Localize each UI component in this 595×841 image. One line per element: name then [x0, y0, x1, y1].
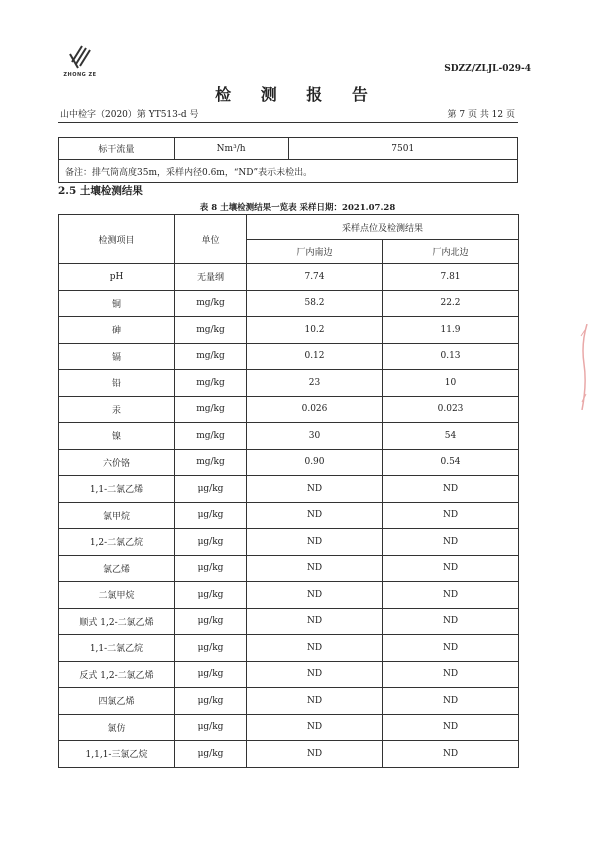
cell-north: 7.81 — [383, 264, 519, 291]
column-header-group: 采样点位及检测结果 — [247, 215, 519, 240]
cell-item: 镍 — [59, 423, 175, 450]
table-row — [59, 343, 519, 370]
section-title: 2.5 土壤检测结果 — [58, 185, 143, 197]
column-header-item: 检测项目 — [59, 215, 175, 264]
cell-item: 1,1-二氯乙烷 — [59, 635, 175, 662]
table-caption: 表 8 土壤检测结果一览表 采样日期：2021.07.28 — [199, 203, 396, 213]
table-row — [59, 555, 519, 582]
cell-south: 0.90 — [247, 449, 383, 476]
cell-south: 30 — [247, 423, 383, 450]
cell-south: ND — [247, 555, 383, 582]
cell-north: 0.13 — [383, 343, 519, 370]
cell-item: 砷 — [59, 317, 175, 344]
table-row — [59, 741, 519, 768]
flow-rate-label: 标干流量 — [59, 138, 175, 160]
cell-south: 10.2 — [247, 317, 383, 344]
cell-unit: μg/kg — [175, 502, 247, 529]
cell-north: ND — [383, 635, 519, 662]
cell-unit: μg/kg — [175, 476, 247, 503]
cell-unit: mg/kg — [175, 370, 247, 397]
table-row — [59, 582, 519, 609]
cell-unit: μg/kg — [175, 555, 247, 582]
cell-unit: mg/kg — [175, 343, 247, 370]
cell-south: ND — [247, 635, 383, 662]
cell-south: 7.74 — [247, 264, 383, 291]
cell-south: 58.2 — [247, 290, 383, 317]
table-row — [59, 502, 519, 529]
cell-item: 四氯乙烯 — [59, 688, 175, 715]
cell-north: 10 — [383, 370, 519, 397]
logo-text: ZHONG ZE — [63, 72, 97, 78]
cell-item: pH — [59, 264, 175, 291]
cell-item: 1,1-二氯乙烯 — [59, 476, 175, 503]
cell-unit: 无量纲 — [175, 264, 247, 291]
cell-unit: mg/kg — [175, 423, 247, 450]
cell-item: 氯乙烯 — [59, 555, 175, 582]
table-row — [59, 714, 519, 741]
cell-north: ND — [383, 502, 519, 529]
report-reference-number: 山中检字（2020）第 YT513-d 号 — [60, 110, 199, 120]
flow-rate-unit: Nm³/h — [174, 138, 288, 160]
cell-item: 二氯甲烷 — [59, 582, 175, 609]
table-row — [59, 688, 519, 715]
cell-south: ND — [247, 608, 383, 635]
table-row — [59, 370, 519, 397]
cell-north: ND — [383, 661, 519, 688]
column-header-unit: 单位 — [175, 215, 247, 264]
table-row — [59, 290, 519, 317]
cell-unit: μg/kg — [175, 714, 247, 741]
cell-south: ND — [247, 476, 383, 503]
cell-south: 0.026 — [247, 396, 383, 423]
cell-south: 0.12 — [247, 343, 383, 370]
cell-south: ND — [247, 529, 383, 556]
cell-item: 铜 — [59, 290, 175, 317]
table-row — [59, 317, 519, 344]
cell-south: 23 — [247, 370, 383, 397]
cell-item: 汞 — [59, 396, 175, 423]
column-header-north: 厂内北边 — [383, 240, 519, 264]
cell-north: 0.54 — [383, 449, 519, 476]
cell-north: 22.2 — [383, 290, 519, 317]
cell-item: 1,2-二氯乙烷 — [59, 529, 175, 556]
table-header-row — [59, 215, 519, 240]
cell-north: ND — [383, 555, 519, 582]
cell-north: 0.023 — [383, 396, 519, 423]
table-row — [59, 396, 519, 423]
cell-unit: mg/kg — [175, 396, 247, 423]
cell-unit: mg/kg — [175, 317, 247, 344]
cell-south: ND — [247, 741, 383, 768]
cell-north: ND — [383, 688, 519, 715]
document-code: SDZZ/ZLJL-029-4 — [444, 64, 531, 74]
cell-north: 11.9 — [383, 317, 519, 344]
cell-item: 氯仿 — [59, 714, 175, 741]
cell-unit: μg/kg — [175, 529, 247, 556]
cell-north: ND — [383, 741, 519, 768]
cell-unit: μg/kg — [175, 688, 247, 715]
cell-unit: μg/kg — [175, 661, 247, 688]
cell-north: ND — [383, 582, 519, 609]
table-row — [59, 661, 519, 688]
cell-south: ND — [247, 582, 383, 609]
page-title: 检 测 报 告 — [215, 85, 380, 104]
cell-south: ND — [247, 661, 383, 688]
cell-south: ND — [247, 502, 383, 529]
cell-item: 1,1,1-三氯乙烷 — [59, 741, 175, 768]
flow-rate-value: 7501 — [288, 138, 518, 160]
cell-unit: μg/kg — [175, 582, 247, 609]
cell-north: ND — [383, 476, 519, 503]
cell-item: 氯甲烷 — [59, 502, 175, 529]
table-note: 备注：排气筒高度35m，采样内径0.6m，“ND”表示未检出。 — [59, 160, 518, 183]
table-row — [59, 476, 519, 503]
flow-rate-table — [58, 137, 518, 183]
page-number: 第 7 页 共 12 页 — [447, 110, 515, 120]
cell-north: ND — [383, 529, 519, 556]
cell-south: ND — [247, 688, 383, 715]
cell-unit: mg/kg — [175, 290, 247, 317]
cell-north: ND — [383, 608, 519, 635]
column-header-south: 厂内南边 — [247, 240, 383, 264]
cell-item: 镉 — [59, 343, 175, 370]
cell-unit: mg/kg — [175, 449, 247, 476]
table-row — [59, 423, 519, 450]
header-divider — [58, 122, 518, 123]
cell-north: ND — [383, 714, 519, 741]
table-row — [59, 160, 518, 183]
cell-item: 反式 1,2-二氯乙烯 — [59, 661, 175, 688]
table-row — [59, 449, 519, 476]
table-row — [59, 635, 519, 662]
soil-results-table — [58, 214, 519, 768]
seal-stamp-edge — [579, 324, 588, 410]
table-row — [59, 138, 518, 160]
cell-south: ND — [247, 714, 383, 741]
cell-north: 54 — [383, 423, 519, 450]
table-row — [59, 529, 519, 556]
cell-item: 铅 — [59, 370, 175, 397]
cell-item: 六价铬 — [59, 449, 175, 476]
table-row — [59, 608, 519, 635]
cell-unit: μg/kg — [175, 635, 247, 662]
cell-item: 顺式 1,2-二氯乙烯 — [59, 608, 175, 635]
cell-unit: μg/kg — [175, 608, 247, 635]
cell-unit: μg/kg — [175, 741, 247, 768]
table-row — [59, 264, 519, 291]
